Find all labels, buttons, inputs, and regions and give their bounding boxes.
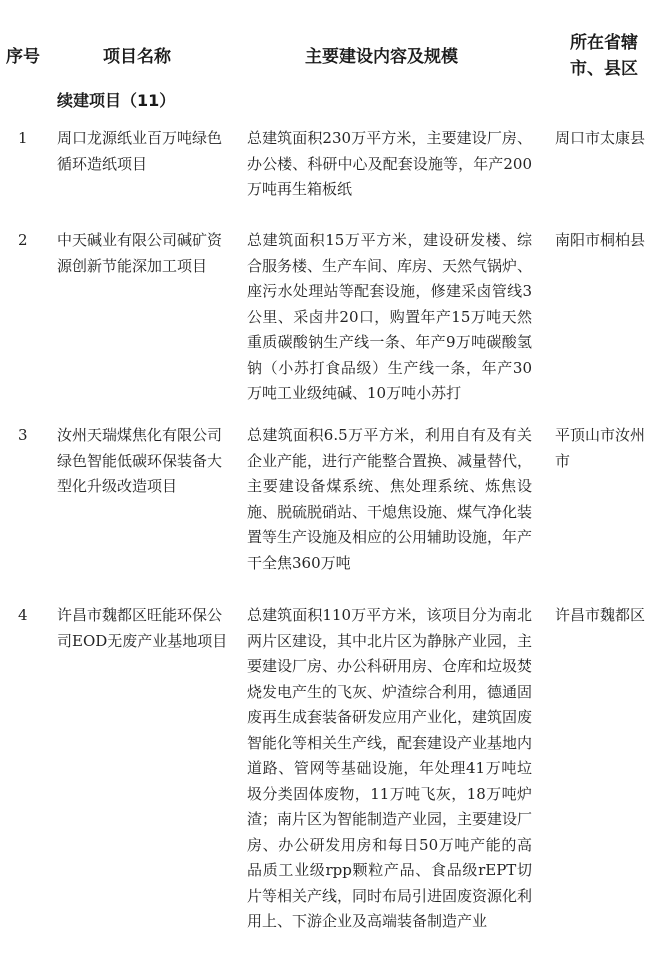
row-location: 周口市太康县 bbox=[555, 129, 646, 147]
header-content: 主要建设内容及规模 bbox=[305, 47, 458, 67]
row-location: 南阳市桐柏县 bbox=[555, 231, 646, 249]
row-content: 总建筑面积230万平方米，主要建设厂房、办公楼、科研中心及配套设施等，年产200万吨再生箱板纸 bbox=[247, 129, 532, 198]
row-content: 总建筑面积110万平方米，该项目分为南北两片区建设，其中北片区为静脉产业园，主要建设厂房、办公科研用房、仓库和垃圾焚烧发电产生的飞灰、炉渣综合利用，德通固废再生成套装备研发应用产业化，建筑固废智能化等相关生产线，配套建设产业基地内道路、管网等基础设施，年处理41万吨垃圾分类固体废物，11万吨飞灰，18万吨炉渣；南片区为智能制造产业园，主要建设厂房、办公研发用房和每日50万吨产能的高品质工业级rpp颗粒产品、食品级rEPT切片等相关产线，同时布局引进固废资源化利用上、下游企业及高端装备制造产业 bbox=[247, 606, 533, 930]
header-no: 序号 bbox=[6, 47, 40, 67]
row-content: 总建筑面积6.5万平方米，利用自有及有关企业产能，进行产能整合置换、减量替代，主要建设备煤系统、焦处理系统、炼焦设施、脱硫脱硝站、干熄焦设施、煤气净化装置等生产设施及相应的公用辅助设施，年产干全焦360万吨 bbox=[247, 426, 533, 572]
row-no: 2 bbox=[18, 231, 28, 249]
section-title: 续建项目（11） bbox=[57, 91, 176, 110]
header-location: 所在省辖市、县区 bbox=[570, 33, 638, 79]
row-name: 许昌市魏都区旺能环保公司EOD无废产业基地项目 bbox=[57, 606, 228, 650]
row-name: 周口龙源纸业百万吨绿色循环造纸项目 bbox=[57, 129, 223, 173]
header-name: 项目名称 bbox=[103, 47, 171, 67]
row-name: 汝州天瑞煤焦化有限公司绿色智能低碳环保装备大型化升级改造项目 bbox=[57, 426, 223, 495]
row-location: 平顶山市汝州市 bbox=[555, 426, 646, 470]
row-name: 中天碱业有限公司碱矿资源创新节能深加工项目 bbox=[57, 231, 223, 275]
row-no: 4 bbox=[18, 606, 28, 624]
row-location: 许昌市魏都区 bbox=[555, 606, 646, 624]
row-no: 3 bbox=[18, 426, 28, 444]
row-content: 总建筑面积15万平方米，建设研发楼、综合服务楼、生产车间、库房、天然气锅炉、座污水处理站等配套设施，修建采卤管线3公里、采卤井20口，购置年产15万吨天然重质碳酸钠生产线一条、年产9万吨碳酸氢钠（小苏打食品级）生产线一条，年产30万吨工业级纯碱、10万吨小苏打 bbox=[247, 231, 533, 402]
row-no: 1 bbox=[18, 129, 28, 147]
